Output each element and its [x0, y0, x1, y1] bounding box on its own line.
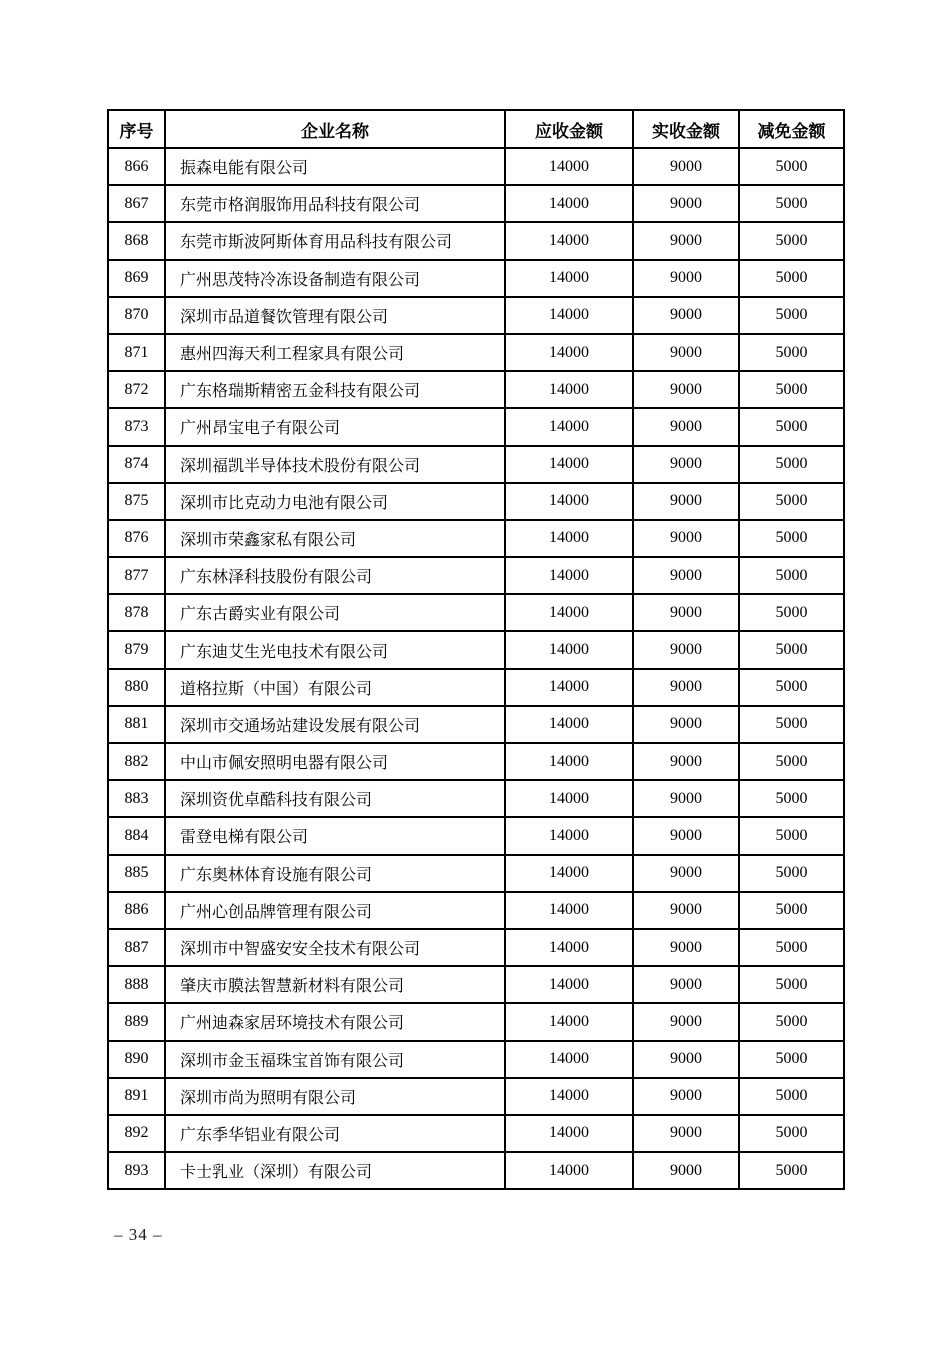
receivable-cell: 14000 — [505, 408, 633, 445]
table-row — [108, 669, 844, 706]
reduced-cell: 5000 — [739, 483, 844, 520]
row-index-cell: 890 — [108, 1041, 165, 1078]
reduced-cell: 5000 — [739, 594, 844, 631]
table-row — [108, 594, 844, 631]
reduced-cell: 5000 — [739, 669, 844, 706]
header-index: 序号 — [108, 110, 165, 148]
company-name-cell: 深圳市交通场站建设发展有限公司 — [165, 706, 505, 743]
received-cell: 9000 — [633, 706, 739, 743]
received-cell: 9000 — [633, 855, 739, 892]
row-index-cell: 893 — [108, 1152, 165, 1189]
table-row — [108, 520, 844, 557]
received-cell: 9000 — [633, 1152, 739, 1189]
received-cell: 9000 — [633, 148, 739, 185]
table-row — [108, 260, 844, 297]
row-index-cell: 867 — [108, 185, 165, 222]
row-index-cell: 878 — [108, 594, 165, 631]
receivable-cell: 14000 — [505, 1152, 633, 1189]
reduced-cell: 5000 — [739, 222, 844, 259]
table-row — [108, 743, 844, 780]
row-index-cell: 879 — [108, 631, 165, 668]
company-name-cell: 肇庆市膜法智慧新材料有限公司 — [165, 966, 505, 1003]
reduced-cell: 5000 — [739, 1003, 844, 1040]
reduced-cell: 5000 — [739, 1041, 844, 1078]
reduced-cell: 5000 — [739, 371, 844, 408]
table-row — [108, 817, 844, 854]
receivable-cell: 14000 — [505, 371, 633, 408]
receivable-cell: 14000 — [505, 631, 633, 668]
company-name-cell: 惠州四海天利工程家具有限公司 — [165, 334, 505, 371]
reduced-cell: 5000 — [739, 855, 844, 892]
received-cell: 9000 — [633, 297, 739, 334]
table-row — [108, 557, 844, 594]
company-name-cell: 中山市佩安照明电器有限公司 — [165, 743, 505, 780]
company-name-cell: 广东林泽科技股份有限公司 — [165, 557, 505, 594]
row-index-cell: 880 — [108, 669, 165, 706]
receivable-cell: 14000 — [505, 594, 633, 631]
row-index-cell: 891 — [108, 1078, 165, 1115]
row-index-cell: 875 — [108, 483, 165, 520]
company-name-cell: 广东季华铝业有限公司 — [165, 1115, 505, 1152]
receivable-cell: 14000 — [505, 743, 633, 780]
receivable-cell: 14000 — [505, 1003, 633, 1040]
row-index-cell: 868 — [108, 222, 165, 259]
row-index-cell: 869 — [108, 260, 165, 297]
reduced-cell: 5000 — [739, 631, 844, 668]
header-row — [108, 110, 844, 148]
row-index-cell: 872 — [108, 371, 165, 408]
table-row — [108, 334, 844, 371]
company-name-cell: 广东迪艾生光电技术有限公司 — [165, 631, 505, 668]
reduced-cell: 5000 — [739, 446, 844, 483]
company-name-cell: 卡士乳业（深圳）有限公司 — [165, 1152, 505, 1189]
received-cell: 9000 — [633, 594, 739, 631]
reduced-cell: 5000 — [739, 260, 844, 297]
receivable-cell: 14000 — [505, 1078, 633, 1115]
company-name-cell: 振森电能有限公司 — [165, 148, 505, 185]
received-cell: 9000 — [633, 446, 739, 483]
page-number: – 34 – — [114, 1225, 163, 1244]
receivable-cell: 14000 — [505, 855, 633, 892]
receivable-cell: 14000 — [505, 334, 633, 371]
table-row — [108, 483, 844, 520]
row-index-cell: 889 — [108, 1003, 165, 1040]
header-receivable-amount: 应收金额 — [505, 110, 633, 148]
reduced-cell: 5000 — [739, 743, 844, 780]
table-row — [108, 446, 844, 483]
receivable-cell: 14000 — [505, 520, 633, 557]
row-index-cell: 877 — [108, 557, 165, 594]
company-name-cell: 深圳福凯半导体技术股份有限公司 — [165, 446, 505, 483]
received-cell: 9000 — [633, 1115, 739, 1152]
row-index-cell: 892 — [108, 1115, 165, 1152]
row-index-cell: 881 — [108, 706, 165, 743]
table-row — [108, 297, 844, 334]
table-row — [108, 1078, 844, 1115]
reduced-cell: 5000 — [739, 334, 844, 371]
received-cell: 9000 — [633, 743, 739, 780]
table-row — [108, 371, 844, 408]
table-row — [108, 222, 844, 259]
row-index-cell: 886 — [108, 892, 165, 929]
row-index-cell: 885 — [108, 855, 165, 892]
company-name-cell: 深圳市中智盛安安全技术有限公司 — [165, 929, 505, 966]
received-cell: 9000 — [633, 185, 739, 222]
received-cell: 9000 — [633, 892, 739, 929]
received-cell: 9000 — [633, 631, 739, 668]
company-name-cell: 广州昂宝电子有限公司 — [165, 408, 505, 445]
received-cell: 9000 — [633, 408, 739, 445]
row-index-cell: 882 — [108, 743, 165, 780]
table-row — [108, 1152, 844, 1189]
company-name-cell: 雷登电梯有限公司 — [165, 817, 505, 854]
received-cell: 9000 — [633, 483, 739, 520]
company-name-cell: 道格拉斯（中国）有限公司 — [165, 669, 505, 706]
received-cell: 9000 — [633, 817, 739, 854]
table-row — [108, 966, 844, 1003]
receivable-cell: 14000 — [505, 669, 633, 706]
row-index-cell: 870 — [108, 297, 165, 334]
reduced-cell: 5000 — [739, 780, 844, 817]
row-index-cell: 866 — [108, 148, 165, 185]
table-row — [108, 780, 844, 817]
reduced-cell: 5000 — [739, 557, 844, 594]
received-cell: 9000 — [633, 1041, 739, 1078]
row-index-cell: 888 — [108, 966, 165, 1003]
receivable-cell: 14000 — [505, 148, 633, 185]
reduced-cell: 5000 — [739, 297, 844, 334]
receivable-cell: 14000 — [505, 483, 633, 520]
header-reduced-amount: 减免金额 — [739, 110, 844, 148]
reduced-cell: 5000 — [739, 817, 844, 854]
receivable-cell: 14000 — [505, 185, 633, 222]
company-name-cell: 广州心创品牌管理有限公司 — [165, 892, 505, 929]
table-row — [108, 706, 844, 743]
received-cell: 9000 — [633, 520, 739, 557]
row-index-cell: 883 — [108, 780, 165, 817]
table-row — [108, 1041, 844, 1078]
fee-table — [107, 109, 845, 1190]
received-cell: 9000 — [633, 1078, 739, 1115]
table-row — [108, 929, 844, 966]
reduced-cell: 5000 — [739, 929, 844, 966]
table-row — [108, 408, 844, 445]
received-cell: 9000 — [633, 557, 739, 594]
reduced-cell: 5000 — [739, 1078, 844, 1115]
reduced-cell: 5000 — [739, 706, 844, 743]
company-name-cell: 深圳资优卓酷科技有限公司 — [165, 780, 505, 817]
receivable-cell: 14000 — [505, 1115, 633, 1152]
received-cell: 9000 — [633, 260, 739, 297]
receivable-cell: 14000 — [505, 966, 633, 1003]
company-name-cell: 深圳市品道餐饮管理有限公司 — [165, 297, 505, 334]
table-row — [108, 631, 844, 668]
reduced-cell: 5000 — [739, 1115, 844, 1152]
receivable-cell: 14000 — [505, 557, 633, 594]
receivable-cell: 14000 — [505, 297, 633, 334]
header-received-amount: 实收金额 — [633, 110, 739, 148]
row-index-cell: 873 — [108, 408, 165, 445]
table-row — [108, 892, 844, 929]
company-name-cell: 深圳市金玉福珠宝首饰有限公司 — [165, 1041, 505, 1078]
reduced-cell: 5000 — [739, 892, 844, 929]
company-name-cell: 东莞市斯波阿斯体育用品科技有限公司 — [165, 222, 505, 259]
row-index-cell: 884 — [108, 817, 165, 854]
reduced-cell: 5000 — [739, 1152, 844, 1189]
fee-table-header — [108, 110, 844, 148]
table-body — [108, 148, 844, 1189]
receivable-cell: 14000 — [505, 1041, 633, 1078]
received-cell: 9000 — [633, 929, 739, 966]
table-row — [108, 1115, 844, 1152]
receivable-cell: 14000 — [505, 892, 633, 929]
company-name-cell: 广州迪森家居环境技术有限公司 — [165, 1003, 505, 1040]
reduced-cell: 5000 — [739, 185, 844, 222]
company-name-cell: 广东奥林体育设施有限公司 — [165, 855, 505, 892]
table-row — [108, 148, 844, 185]
received-cell: 9000 — [633, 966, 739, 1003]
receivable-cell: 14000 — [505, 446, 633, 483]
receivable-cell: 14000 — [505, 222, 633, 259]
receivable-cell: 14000 — [505, 929, 633, 966]
reduced-cell: 5000 — [739, 520, 844, 557]
receivable-cell: 14000 — [505, 706, 633, 743]
received-cell: 9000 — [633, 780, 739, 817]
table-row — [108, 185, 844, 222]
company-name-cell: 东莞市格润服饰用品科技有限公司 — [165, 185, 505, 222]
table-row — [108, 1003, 844, 1040]
company-name-cell: 广州思茂特冷冻设备制造有限公司 — [165, 260, 505, 297]
received-cell: 9000 — [633, 669, 739, 706]
row-index-cell: 887 — [108, 929, 165, 966]
header-company-name: 企业名称 — [165, 110, 505, 148]
received-cell: 9000 — [633, 1003, 739, 1040]
reduced-cell: 5000 — [739, 408, 844, 445]
row-index-cell: 876 — [108, 520, 165, 557]
row-index-cell: 871 — [108, 334, 165, 371]
company-name-cell: 深圳市尚为照明有限公司 — [165, 1078, 505, 1115]
company-name-cell: 深圳市比克动力电池有限公司 — [165, 483, 505, 520]
receivable-cell: 14000 — [505, 780, 633, 817]
company-name-cell: 广东古爵实业有限公司 — [165, 594, 505, 631]
table-row — [108, 855, 844, 892]
reduced-cell: 5000 — [739, 966, 844, 1003]
row-index-cell: 874 — [108, 446, 165, 483]
company-name-cell: 深圳市荣鑫家私有限公司 — [165, 520, 505, 557]
company-name-cell: 广东格瑞斯精密五金科技有限公司 — [165, 371, 505, 408]
reduced-cell: 5000 — [739, 148, 844, 185]
received-cell: 9000 — [633, 334, 739, 371]
received-cell: 9000 — [633, 222, 739, 259]
receivable-cell: 14000 — [505, 260, 633, 297]
receivable-cell: 14000 — [505, 817, 633, 854]
received-cell: 9000 — [633, 371, 739, 408]
